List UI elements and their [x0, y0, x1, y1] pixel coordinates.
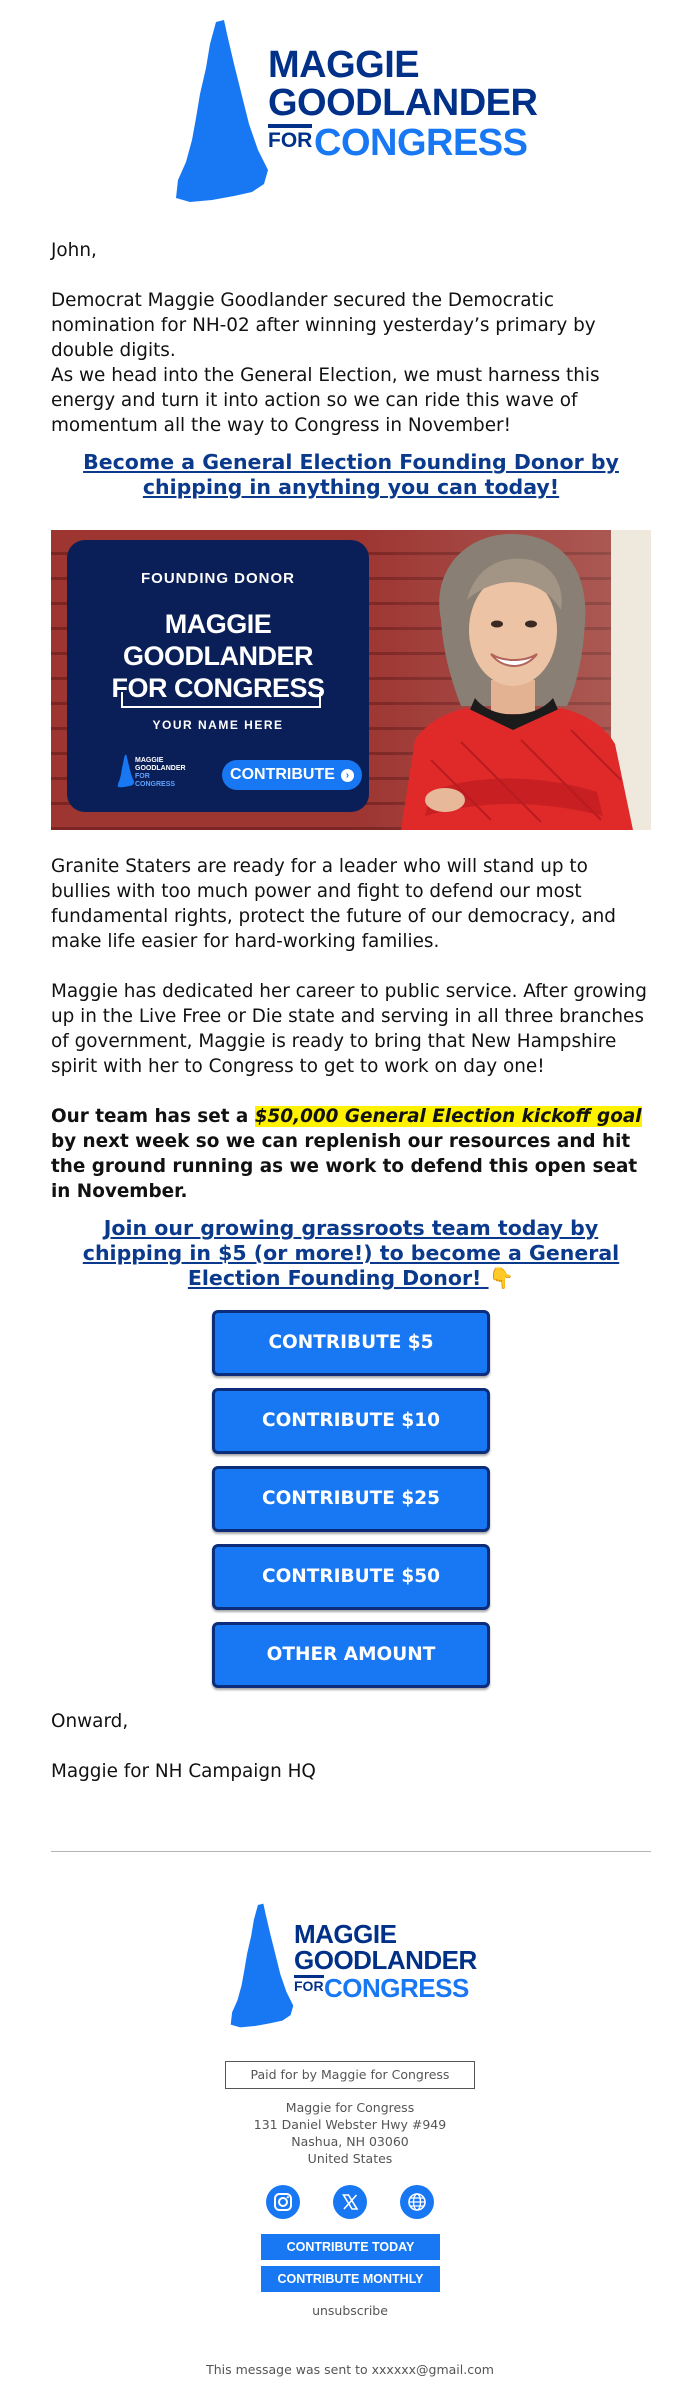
footer-logo-congress: CONGRESS: [324, 1973, 469, 2003]
contribute-5-button[interactable]: CONTRIBUTE $5: [212, 1310, 490, 1376]
signature-line: [121, 692, 321, 708]
card-logo-line1: MAGGIE: [135, 757, 164, 764]
contribute-25-button[interactable]: CONTRIBUTE $25: [212, 1466, 490, 1532]
card-logo-text: [135, 757, 187, 789]
footer-logo: [228, 1903, 478, 2028]
goal-text-post: by next week so we can replenish our resources and hit the ground running as we work to defend this open seat in November.: [51, 1131, 638, 1202]
address-line-2: 131 Daniel Webster Hwy #949: [253, 2117, 447, 2132]
grassroots-link-text: Join our growing grassroots team today by chipping in $5 (or more!) to become a General Election Founding Donor!: [82, 1216, 620, 1290]
footer-logo-for: FOR: [294, 1975, 324, 1993]
nh-state-icon: [117, 752, 135, 790]
card-name: [67, 608, 369, 704]
hero-banner[interactable]: [51, 530, 651, 830]
logo-for: FOR: [268, 124, 312, 151]
paragraph-public-service: Maggie has dedicated her career to public service. After growing up in the Live Free or Die state and serving in all three branches of government, Maggie is ready to bring that New Hampshire spirit with her to Congress to get to work on day one!: [51, 981, 647, 1077]
card-contribute-label: CONTRIBUTE: [230, 766, 335, 783]
contribute-10-button[interactable]: CONTRIBUTE $10: [212, 1388, 490, 1454]
card-name-line2: FOR CONGRESS: [111, 673, 325, 703]
paragraph-goal: [51, 1104, 651, 1204]
logo-line-maggie: MAGGIE: [268, 44, 420, 86]
unsubscribe-link[interactable]: unsubscribe: [312, 2303, 388, 2318]
signature: Maggie for NH Campaign HQ: [51, 1761, 316, 1782]
card-logo-line3: FOR CONGRESS: [135, 773, 176, 788]
paragraph-granite-staters: Granite Staters are ready for a leader who will stand up to bullies with too much power and fight to defend our most fundamental rights, protect the future of our democracy, and make life easier for hard-working families.: [51, 856, 616, 952]
card-logo-line2: GOODLANDER: [135, 765, 186, 772]
address-line-1: Maggie for Congress: [285, 2100, 415, 2115]
globe-glyph: [400, 2185, 434, 2219]
footer-logo-goodlander: GOODLANDER: [294, 1945, 477, 1975]
globe-icon[interactable]: [400, 2185, 434, 2219]
address-line-3: Nashua, NH 03060: [291, 2134, 409, 2149]
x-icon[interactable]: [333, 2185, 367, 2219]
founding-donor-card: [67, 540, 369, 812]
contribute-monthly-button[interactable]: CONTRIBUTE MONTHLY: [261, 2266, 440, 2292]
card-logo: [117, 752, 187, 792]
logo-line-congress: CONGRESS: [314, 122, 528, 164]
signoff: Onward,: [51, 1711, 129, 1732]
goal-text-pre: Our team has set a: [51, 1106, 255, 1127]
other-amount-button[interactable]: OTHER AMOUNT: [212, 1622, 490, 1688]
founding-donor-link[interactable]: Become a General Election Founding Donor by chipping in anything you can today!: [83, 450, 619, 499]
candidate-photo: [371, 530, 651, 830]
card-contribute-button[interactable]: [222, 760, 362, 790]
address-line-4: United States: [307, 2151, 393, 2166]
paid-for-disclaimer: Paid for by Maggie for Congress: [225, 2061, 475, 2089]
contribute-today-button[interactable]: CONTRIBUTE TODAY: [261, 2234, 440, 2260]
paragraph-nomination: Democrat Maggie Goodlander secured the Democratic nomination for NH-02 after winning yesterday’s primary by double digits.: [51, 290, 596, 361]
grassroots-link[interactable]: [51, 1216, 651, 1291]
goal-highlight: $50,000 General Election kickoff goal: [254, 1106, 642, 1127]
nh-state-icon: [172, 20, 272, 202]
arrow-right-icon: ›: [341, 769, 354, 782]
instagram-glyph: [266, 2185, 300, 2219]
logo-line-goodlander: GOODLANDER: [268, 82, 538, 124]
card-title: FOUNDING DONOR: [141, 570, 295, 587]
x-glyph: [333, 2185, 367, 2219]
sent-to-notice: This message was sent to xxxxxx@gmail.com: [206, 2362, 494, 2377]
contribute-50-button[interactable]: CONTRIBUTE $50: [212, 1544, 490, 1610]
header-logo: [172, 20, 538, 202]
paragraph-general-election: As we head into the General Election, we must harness this energy and turn it into action so we can ride this wave of momentum all the way to Congress in November!: [51, 365, 600, 436]
footer-divider: [51, 1851, 651, 1852]
card-name-line1: MAGGIE GOODLANDER: [123, 609, 313, 671]
instagram-icon[interactable]: [266, 2185, 300, 2219]
nh-state-icon: [228, 1903, 296, 2028]
pointing-down-icon: 👇: [488, 1266, 515, 1290]
greeting: John,: [51, 240, 97, 261]
card-signature-label: YOUR NAME HERE: [152, 718, 284, 732]
footer-logo-maggie: MAGGIE: [294, 1919, 397, 1949]
